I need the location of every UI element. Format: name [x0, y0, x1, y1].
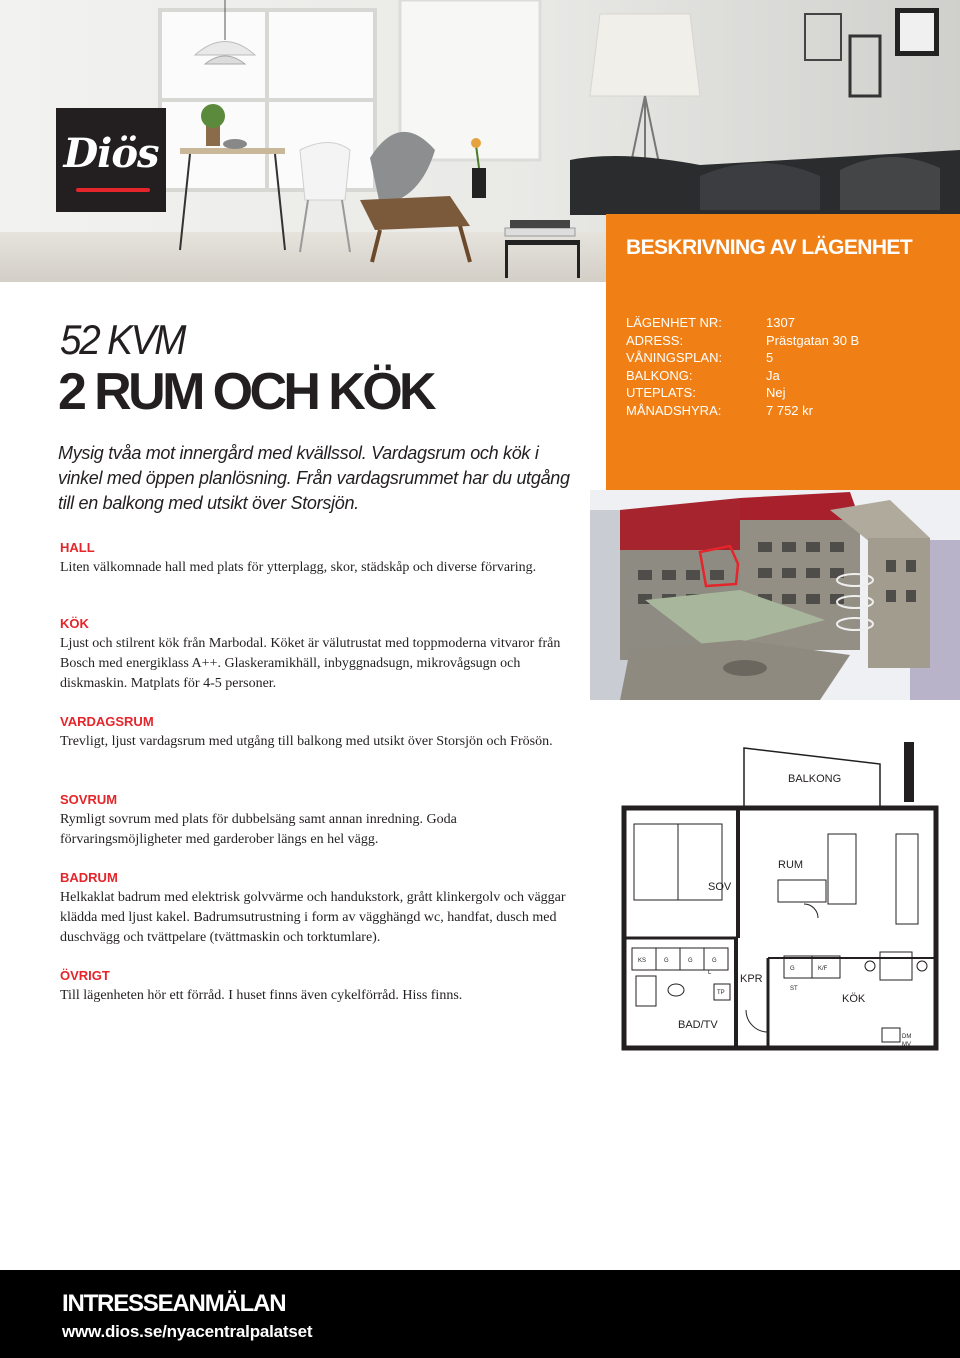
spec-panel: [606, 282, 960, 490]
label-tp: TP: [717, 990, 725, 996]
spec-label: BALKONG:: [626, 367, 693, 383]
apartment-title: 2 RUM OCH KÖK: [58, 363, 433, 421]
section-heading: ÖVRIGT: [60, 968, 110, 983]
label-dm: DM: [902, 1034, 912, 1040]
section-text: Trevligt, ljust vardagsrum med utgång till balkong med utsikt över Storsjön och Frösön.: [60, 734, 553, 749]
section-hall: [60, 540, 566, 578]
spec-value: 1307: [766, 315, 795, 330]
label-g1: G: [664, 958, 669, 964]
section-text: Rymligt sovrum med plats för dubbelsäng samt annan inredning. Goda förvaringsmöjligheter med garderober längs en hel vägg.: [60, 812, 457, 847]
spec-row: [626, 314, 946, 332]
section-text: Liten välkomnade hall med plats för ytterplagg, skor, städskåp och diverse förvaring.: [60, 560, 537, 575]
label-kf: K/F: [818, 966, 828, 972]
footer-bar: [0, 1270, 960, 1358]
section-text: Till lägenheten hör ett förråd. I huset finns även cykelförråd. Hiss finns.: [60, 988, 463, 1003]
apartment-size: 52 KVM: [60, 316, 185, 363]
section-vardagsrum: [60, 714, 566, 752]
dios-logo: [56, 108, 166, 212]
label-balkong: BALKONG: [788, 773, 842, 785]
section-text: Helkaklat badrum med elektrisk golvvärme och handukstork, grått klinkergolv och väggar klädda med ljust kakel. Badrumsutrustning i form av vägghängd wc, handfat, dusch med duschvägg och tvättpelare (tvättmaskin och torktumlare).: [60, 890, 566, 945]
label-mv: MV: [902, 1042, 911, 1048]
spec-label: VÅNINGSPLAN:: [626, 350, 723, 366]
floor-plan-drawing: [618, 742, 960, 1054]
section-heading: BADRUM: [60, 870, 118, 885]
description-title: BESKRIVNING AV LÄGENHET: [626, 236, 913, 259]
spec-label: ADRESS:: [626, 332, 684, 348]
interest-title: INTRESSEANMÄLAN: [62, 1290, 286, 1317]
section-text: Ljust och stilrent kök från Marbodal. Köket är välutrustat med toppmoderna vitvaror från Bosch med energiklass A++. Glaskeramikhäll, inbyggnadsugn, mikrovågsugn och diskmaskin. Matplats för 4-5 personer.: [60, 636, 561, 691]
label-bad: BAD/TV: [678, 1019, 718, 1031]
building-illustration: [590, 490, 960, 700]
section-kok: [60, 616, 566, 694]
spec-row: [626, 384, 946, 402]
spec-value: 5: [766, 350, 774, 366]
label-rum: RUM: [778, 859, 804, 871]
label-l: L: [708, 970, 712, 976]
label-g4: G: [790, 966, 795, 972]
logo-text: Diös: [63, 130, 159, 177]
spec-value: Ja: [766, 367, 780, 383]
description-header: [606, 214, 960, 282]
spec-label: LÄGENHET NR:: [626, 315, 722, 330]
building-render: [590, 490, 960, 700]
label-g3: G: [712, 958, 717, 964]
label-st: ST: [790, 986, 798, 992]
spec-label: UTEPLATS:: [626, 385, 696, 401]
section-heading: HALL: [60, 540, 95, 555]
section-badrum: [60, 870, 566, 948]
section-sovrum: [60, 792, 566, 850]
apartment-intro: Mysig tvåa mot innergård med kvällssol. Vardagsrum och kök i vinkel med öppen planlösning. Från vardagsrummet har du utgång till en balkong med utsikt över Storsjön.: [58, 443, 570, 513]
section-ovrigt: [60, 968, 566, 1006]
spec-row: [626, 349, 946, 367]
logo-underline: [76, 188, 150, 192]
interest-link[interactable]: www.dios.se/nyacentralpalatset: [62, 1322, 313, 1341]
label-g2: G: [688, 958, 693, 964]
spec-value: Prästgatan 30 B: [766, 332, 860, 348]
section-heading: KÖK: [60, 616, 89, 631]
label-kok: KÖK: [842, 993, 866, 1005]
section-heading: VARDAGSRUM: [60, 714, 154, 729]
spec-value: 7 752 kr: [766, 402, 813, 418]
spec-value: Nej: [766, 385, 786, 401]
floor-plan: [618, 742, 960, 1054]
spec-row: [626, 402, 946, 420]
label-sov: SOV: [708, 881, 732, 893]
section-heading: SOVRUM: [60, 792, 118, 807]
spec-list: [626, 314, 946, 420]
label-kpr: KPR: [740, 973, 763, 985]
spec-label: MÅNADSHYRA:: [626, 402, 722, 418]
spec-row: [626, 332, 946, 350]
label-ks: KS: [638, 958, 647, 964]
spec-row: [626, 367, 946, 385]
